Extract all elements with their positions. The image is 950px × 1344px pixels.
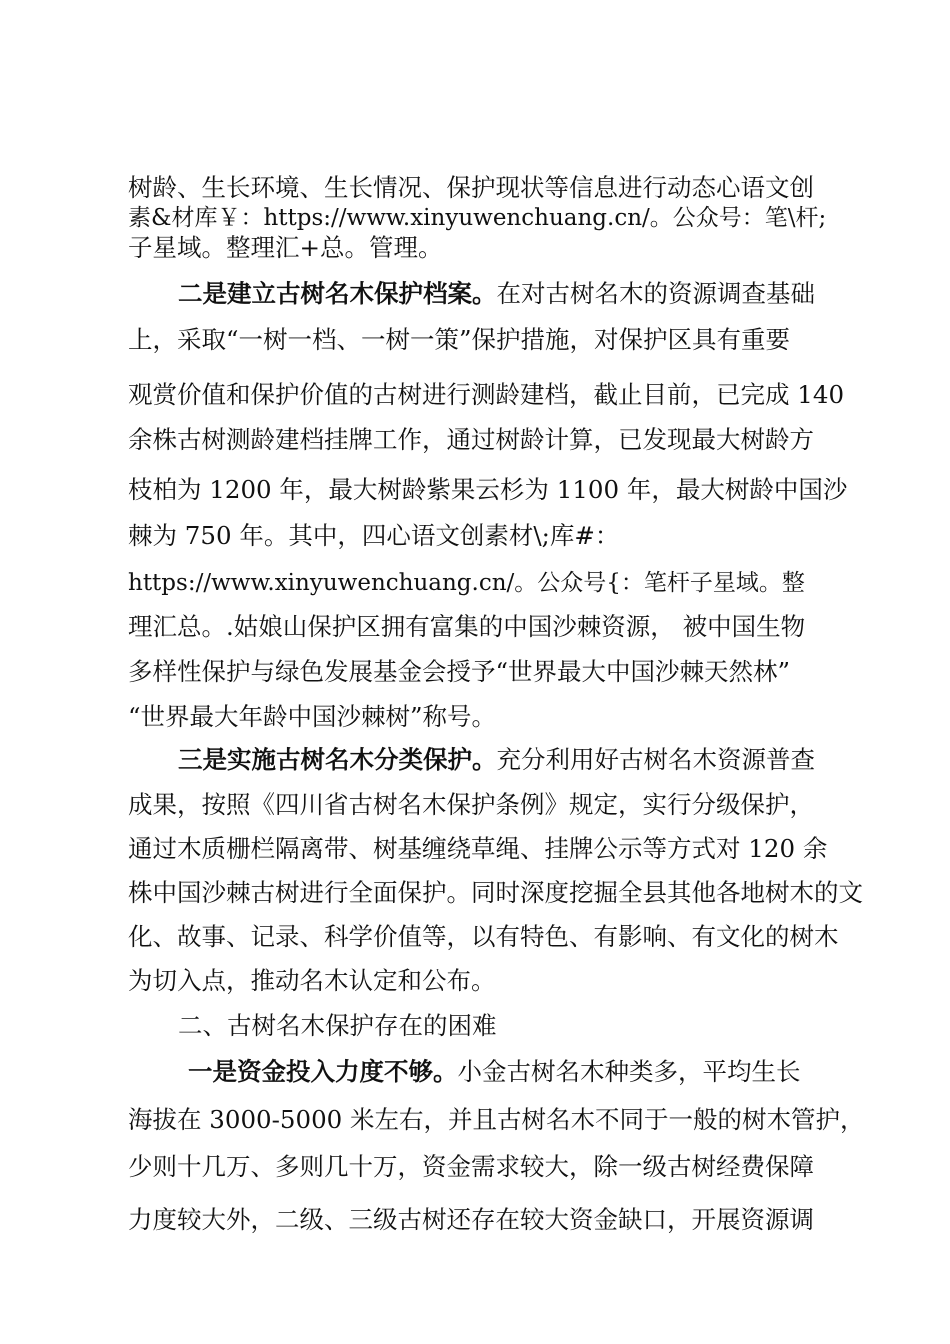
section3-first-line-rest: 小金古树名木种类多，平均生长 [457, 1057, 801, 1086]
section-heading: 二、古树名木保护存在的困难 [178, 1011, 497, 1040]
section3-lead: 一是资金投入力度不够。 [188, 1057, 458, 1086]
intro-line-2: 素&材库￥：https://www.xinyuwenchuang.cn/。公众号：笔\杆; [128, 205, 827, 231]
section3-first-line [188, 1055, 801, 1089]
section1-line: https://www.xinyuwenchuang.cn/。公众号{：笔杆子星域。整 [128, 570, 805, 596]
section1-line: “世界最大年龄中国沙棘树”称号。 [128, 702, 497, 731]
section2-line: 为切入点，推动名木认定和公布。 [128, 966, 496, 995]
section3-line: 海拔在 3000-5000 米左右，并且古树名木不同于一般的树木管护， [128, 1105, 865, 1134]
section1-line: 余株古树测龄建档挂牌工作，通过树龄计算，已发现最大树龄方 [128, 425, 814, 454]
section2-first-line-rest: 充分利用好古树名木资源普查 [496, 745, 815, 774]
section2-line: 化、故事、记录、科学价值等，以有特色、有影响、有文化的树木 [128, 922, 839, 951]
section1-line: 多样性保护与绿色发展基金会授予“世界最大中国沙棘天然林” [128, 657, 791, 686]
section1-lead: 二是建立古树名木保护档案。 [178, 279, 497, 308]
intro-line-1: 树龄、生长环境、生长情况、保护现状等信息进行动态心语文创 [128, 173, 814, 202]
section1-line: 理汇总。.姑娘山保护区拥有富集的中国沙棘资源， 被中国生物 [128, 612, 806, 641]
section1-line: 观赏价值和保护价值的古树进行测龄建档，截止目前，已完成 140 [128, 380, 845, 409]
section1-first-line-rest: 在对古树名木的资源调查基础 [496, 279, 815, 308]
section2-first-line [178, 743, 815, 777]
section2-line: 通过木质栅栏隔离带、树基缠绕草绳、挂牌公示等方式对 120 余 [128, 834, 828, 863]
section3-line: 少则十几万、多则几十万，资金需求较大，除一级古树经费保障 [128, 1152, 814, 1181]
section1-line: 枝柏为 1200 年，最大树龄紫果云杉为 1100 年，最大树龄中国沙 [128, 475, 848, 504]
intro-line-3: 子星域。整理汇+总。管理。 [128, 233, 443, 262]
section2-lead: 三是实施古树名木分类保护。 [178, 745, 497, 774]
section2-line: 成果，按照《四川省古树名木保护条例》规定，实行分级保护， [128, 790, 814, 819]
section1-first-line [178, 277, 815, 311]
section2-line: 株中国沙棘古树进行全面保护。同时深度挖掘全县其他各地树木的文 [128, 878, 863, 907]
section1-line: 上，采取“一树一档、一树一策”保护措施，对保护区具有重要 [128, 325, 791, 354]
section1-line: 棘为 750 年。其中，四心语文创素材\;库#： [128, 521, 620, 550]
section3-line: 力度较大外，二级、三级古树还存在较大资金缺口，开展资源调 [128, 1205, 814, 1234]
